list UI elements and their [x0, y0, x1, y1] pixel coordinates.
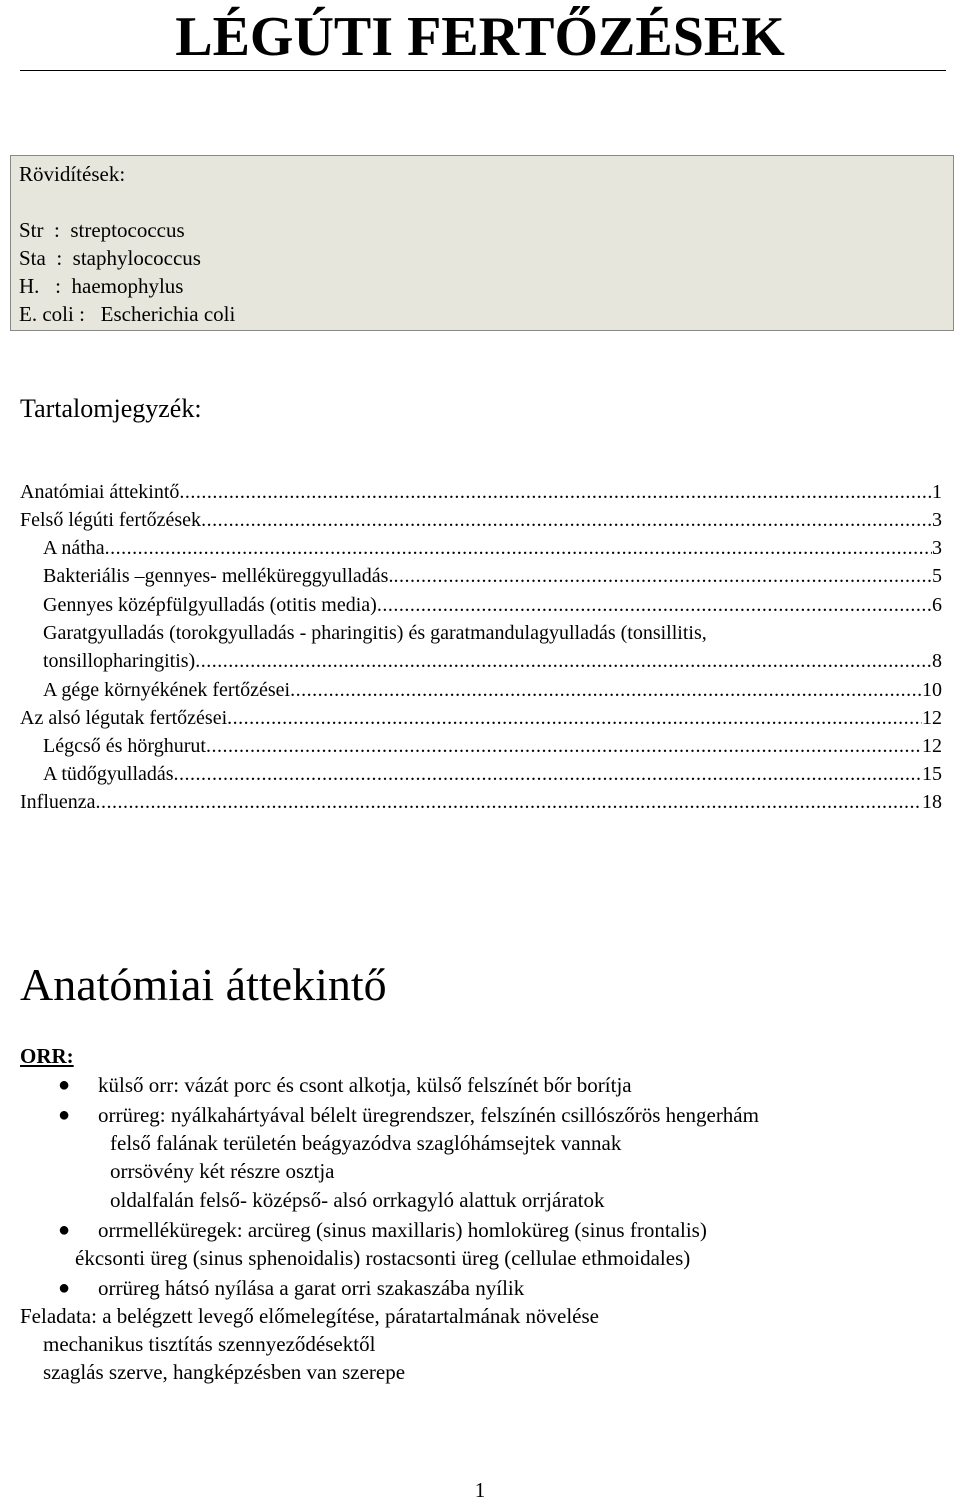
page-number: 1 [474, 1478, 486, 1502]
abbreviation-item: Str : streptococcus [19, 218, 185, 242]
bullet-icon: ● [58, 1074, 71, 1096]
sub-text: orrsövény két részre osztja [110, 1159, 335, 1183]
sub-text: oldalfalán felső- középső- alsó orrkagyló alattuk orrjáratok [110, 1188, 605, 1212]
toc-entry[interactable]: Az alsó légutak fertőzései ..... 12 [20, 704, 942, 732]
abbreviation-item: H. : haemophylus [19, 274, 184, 298]
bullet-icon: ● [58, 1104, 71, 1126]
toc-entry[interactable]: Bakteriális –gennyes- melléküreggyulladás. ..... 5 [43, 562, 942, 590]
continuation-text: ékcsonti üreg (sinus sphenoidalis) rostacsonti üreg (cellulae ethmoidales) [75, 1246, 691, 1270]
abbreviations-heading: Rövidítések: [19, 162, 126, 186]
toc-entry[interactable]: A nátha ..... 3 [43, 534, 942, 562]
task-text: mechanikus tisztítás szennyeződésektől [43, 1332, 376, 1356]
task-text: Feladata: a belégzett levegő előmelegítése, páratartalmának növelése [20, 1304, 599, 1328]
title-underline [20, 70, 946, 71]
toc-entry[interactable]: Felső légúti fertőzések ..... 3 [20, 506, 942, 534]
sub-text: felső falának területén beágyazódva szaglóhámsejtek vannak [110, 1131, 622, 1155]
toc-entry[interactable]: Influenza ..... 18 [20, 788, 942, 816]
bullet-icon: ● [58, 1277, 71, 1299]
bullet-text: orrüreg: nyálkahártyával bélelt üregrendszer, felszínén csillószőrös hengerhám [98, 1103, 759, 1127]
task-text: szaglás szerve, hangképzésben van szerepe [43, 1360, 406, 1384]
orr-label: ORR: [20, 1044, 74, 1068]
abbreviations-box [10, 155, 954, 331]
abbreviation-item: E. coli : Escherichia coli [19, 302, 236, 326]
document-title: LÉGÚTI FERTŐZÉSEK [175, 6, 785, 68]
toc-heading: Tartalomjegyzék: [20, 394, 202, 423]
bullet-text: orrüreg hátsó nyílása a garat orri szakaszába nyílik [98, 1276, 525, 1300]
section-title: Anatómiai áttekintő [20, 959, 387, 1010]
toc-entry[interactable]: A tüdőgyulladás ..... 15 [43, 760, 942, 788]
bullet-text: külső orr: vázát porc és csont alkotja, külső felszínét bőr borítja [98, 1073, 632, 1097]
toc-entry[interactable]: tonsillopharingitis) ..... 8 [43, 647, 942, 675]
bullet-icon: ● [58, 1219, 71, 1241]
abbreviation-item: Sta : staphylococcus [19, 246, 201, 270]
toc-entry[interactable]: Anatómiai áttekintő ..... 1 [20, 478, 942, 506]
toc-entry[interactable]: Légcső és hörghurut ..... 12 [43, 732, 942, 760]
toc-entry-line[interactable]: Garatgyulladás (torokgyulladás - pharingitis) és garatmandulagyulladás (tonsillitis, [43, 622, 707, 644]
toc-entry[interactable]: A gége környékének fertőzései ..... 10 [43, 676, 942, 704]
toc-entry[interactable]: Gennyes középfülgyulladás (otitis media) ..... 6 [43, 591, 942, 619]
bullet-text: orrmelléküregek: arcüreg (sinus maxillaris) homloküreg (sinus frontalis) [98, 1218, 707, 1242]
